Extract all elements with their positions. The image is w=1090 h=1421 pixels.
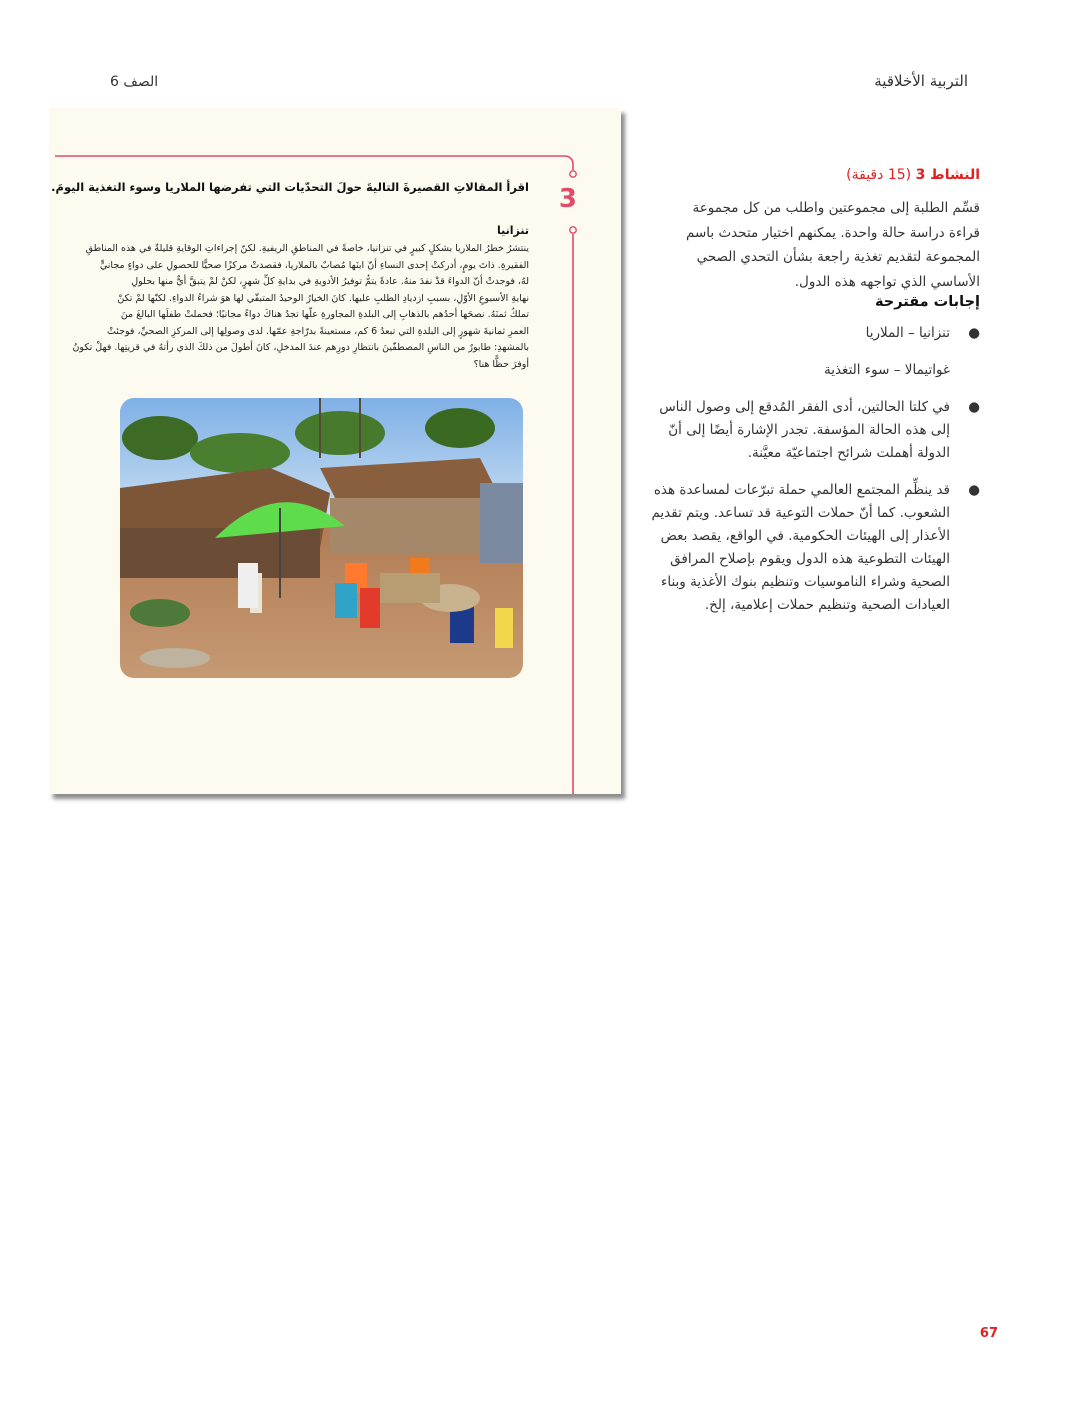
story-body xyxy=(64,241,529,373)
bullet-icon: ● xyxy=(968,482,980,498)
subject-header: التربية الأخلاقية xyxy=(874,72,968,90)
list-item xyxy=(650,479,980,617)
story-line: ينتشرُ خطرُ الملاريا بشكلٍ كبيرٍ في تنزانيا، خاصةً في المناطقِ الريفيةِ. لكنّ إجراءاتِ الوقايةِ قليلةٌ في هذه المناطقِ xyxy=(85,243,529,254)
textbook-panel xyxy=(49,108,621,794)
story-line: أوفرَ حظًّا هنا؟ xyxy=(473,358,529,370)
list-item xyxy=(650,396,980,465)
activity-duration: (15 دقيقة) xyxy=(846,167,912,183)
panel-instruction: اقرأ المقالاتِ القصيرةَ التاليةَ حولَ التحدّيات التي تفرضها الملاريا وسوء التغذية اليومَ. xyxy=(51,180,529,194)
answers-heading: إجابات مقترحة xyxy=(875,294,980,310)
story-line: تملكُ ثمنَهُ. نصحَها أحدُهم بالذهابِ إلى البلدةِ المجاورةِ علّها تجدُ هناكَ دواءً مجانيًا؛ فحملتْ طفلَها البالغَ منَ xyxy=(120,309,529,320)
story-title: تنزانيا xyxy=(497,224,529,237)
bullet-icon: ● xyxy=(968,399,980,415)
answers-list xyxy=(650,322,980,631)
answer-text: تنزانيا – الملاريا xyxy=(865,325,950,341)
answer-text: قد ينظِّم المجتمع العالمي حملة تبرّعات لمساعدة هذه الشعوب. كما أنّ حملات التوعية قد تساعد. ويتم تقديم الأعذار إلى الهيئات الحكومية. في الواقع، يقصد بعض الهيئات التطوعية هذه الدول ويقوم بإصلاح المرافق الصحية وشراء الناموسيات وتنظيم بنوك الأغذية وبناء العيادات الصحية وتنظيم حملات إعلامية، إلخ. xyxy=(651,482,950,613)
story-line: بالمشهدِ: طابورٌ من الناسِ المصطفّينَ بانتظارِ دورِهم عندَ المدخلِ، كانَ أطولَ من ذلكَ الذي رأتهُ في قريتِها. فهلْ تكونُ xyxy=(72,342,529,353)
answer-subtext: غواتيمالا – سوء التغذية xyxy=(823,362,950,378)
activity-description: قسِّم الطلبة إلى مجموعتين واطلب من كل مجموعة قراءة دراسة حالة واحدة. يمكنهم اختيار متحدث باسم المجموعة لتقديم تغذية راجعة بشأن التحدي الصحي الأساسي الذي تواجهه هذه الدول. xyxy=(686,200,980,290)
grade-header: الصف 6 xyxy=(110,74,159,90)
story-line: نهايةِ الأسبوعِ الأوّلِ، بسببِ ازديادِ الطلبِ عليها. كانَ الخيارُ الوحيدُ المتبقّي لها هوَ شراءُ الدواءِ. لكنّها لمْ تكنْ xyxy=(117,292,529,304)
lesson-number: 3 xyxy=(558,184,577,214)
bullet-icon: ● xyxy=(968,325,980,341)
list-item xyxy=(650,322,980,382)
market-photo xyxy=(120,398,523,678)
story-line: الفقيرةِ. ذاتَ يومٍ، أدركتْ إحدى النساءِ أنّ ابنَها مُصابٌ بالملاريا، فقصدتْ مركزًا صحيًّا للحصولِ على دواءٍ مجانيٍّ xyxy=(99,259,529,271)
answer-text: في كلتا الحالتين، أدى الفقر المُدقع إلى وصول الناس إلى هذه الحالة المؤسفة. تجدر الإشارة أيضًا إلى أنّ الدولة أهملت شرائح اجتماعيّة معيَّنة. xyxy=(659,399,950,461)
story-line: العمرِ ثمانيةَ شهورٍ إلى البلدةِ التي تبعدُ 6 كم، مستعينةً بدرّاجةِ عمّها. لدى وصولِها إلى المركزِ الصحيِّ، فوجئتْ xyxy=(106,325,529,337)
story-line: لهُ، فوجدتْ أنّ الدواءَ قدْ نفدَ منهُ. عادةً يتمُّ توفيرُ الأدويةِ في بدايةِ كلِّ شهرٍ، لكنْ لمْ يتبقَّ أيٌّ منها بحلولِ xyxy=(131,276,529,287)
activity-title xyxy=(846,167,980,183)
page-number: 67 xyxy=(979,1326,998,1341)
activity-name: النشاط 3 xyxy=(915,167,980,183)
